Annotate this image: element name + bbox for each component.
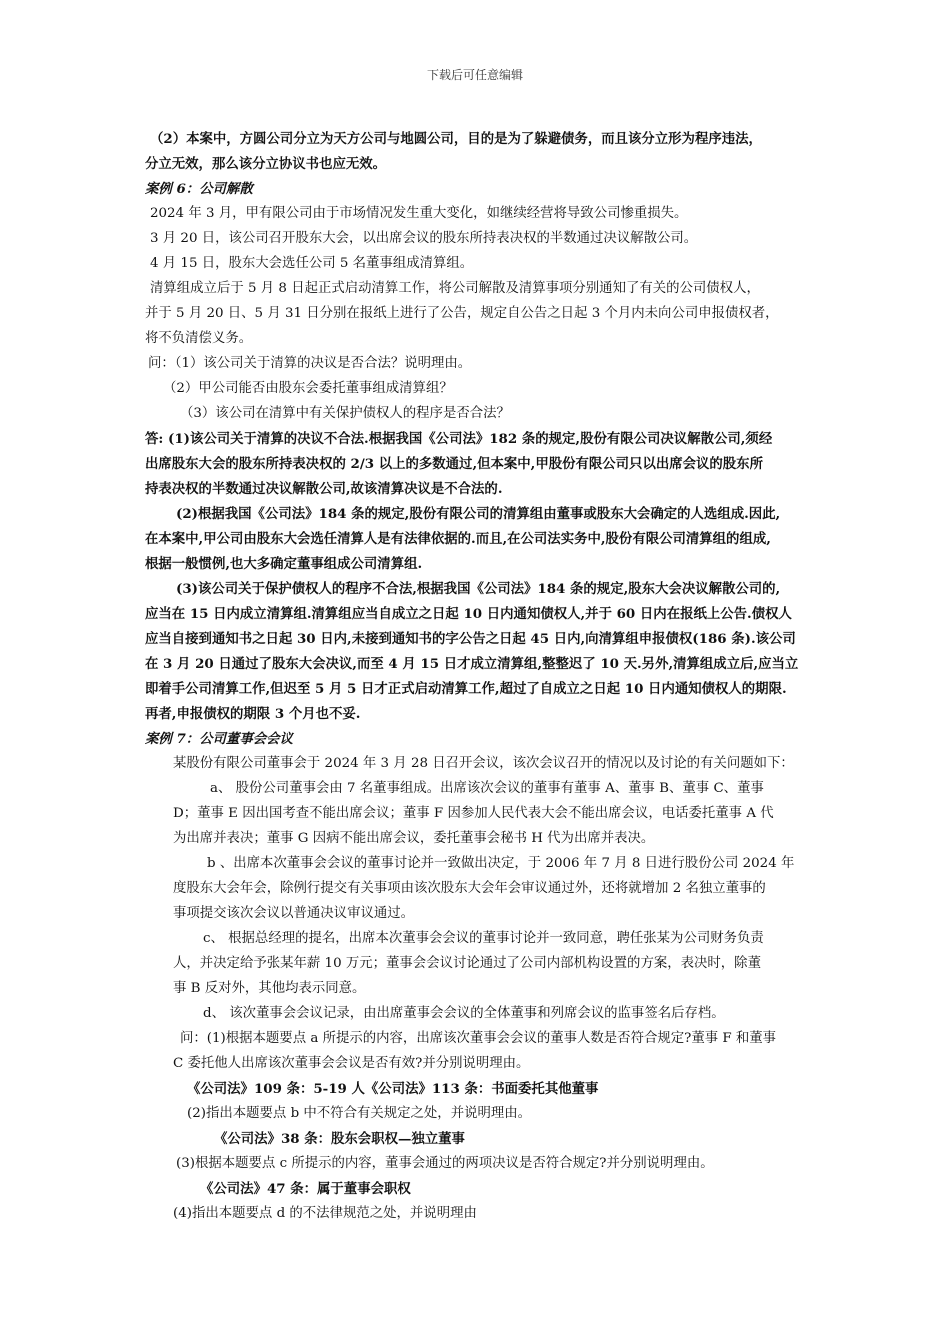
page-header: 下载后可任意编辑: [426, 68, 523, 82]
text-line: 事 B 反对外，其他均表示同意。: [173, 981, 366, 996]
text-line: (3)根据本题要点 c 所提示的内容，董事会通过的两项决议是否符合规定?并分别说明理由。: [176, 1156, 714, 1171]
text-line: （2）本案中，方圆公司分立为天方公司与地圆公司，目的是为了躲避债务，而且该分立形为程序违法，: [150, 131, 762, 147]
text-line: 将不负清偿义务。: [145, 331, 253, 346]
text-line: D；董事 E 因出国考查不能出席会议；董事 F 因参加人民代表大会不能出席会议，电话委托董事 A 代: [173, 806, 774, 821]
text-line: 应当在 15 日内成立清算组.清算组应当自成立之日起 10 日内通知债权人,并于 60 日内在报纸上公告.债权人: [145, 606, 792, 622]
text-line: 答: (1)该公司关于清算的决议不合法.根据我国《公司法》182 条的规定,股份有限公司决议解散公司,须经: [145, 431, 773, 447]
text-line: 3 月 20 日，该公司召开股东大会，以出席会议的股东所持表决权的半数通过决议解散公司。: [150, 231, 698, 246]
text-line: (3)该公司关于保护债权人的程序不合法,根据我国《公司法》184 条的规定,股东大会决议解散公司的,: [176, 581, 781, 597]
text-line: 应当自接到通知书之日起 30 日内,未接到通知书的字公告之日起 45 日内,向清算组申报债权(186 条).该公司: [145, 631, 796, 647]
text-line: (2)指出本题要点 b 中不符合有关规定之处，并说明理由。: [187, 1106, 532, 1121]
text-line: 再者,申报债权的期限 3 个月也不妥.: [145, 706, 361, 722]
text-line: 并于 5 月 20 日、5 月 31 日分别在报纸上进行了公告，规定自公告之日起 3 个月内未向公司申报债权者，: [145, 306, 779, 321]
text-line: (2)根据我国《公司法》184 条的规定,股份有限公司的清算组由董事或股东大会确定的人选组成.因此,: [176, 506, 781, 522]
text-line: (4)指出本题要点 d 的不法律规范之处，并说明理由: [173, 1206, 477, 1221]
section-heading: 案例 7：公司董事会会议: [145, 731, 293, 747]
text-line: 4 月 15 日，股东大会选任公司 5 名董事组成清算组。: [150, 256, 474, 271]
text-line: 问：（1）该公司关于清算的决议是否合法？说明理由。: [148, 356, 472, 371]
section-heading: 案例 6：公司解散: [145, 181, 253, 197]
text-line: 2024 年 3 月，甲有限公司由于市场情况发生重大变化，如继续经营将导致公司惨重损失。: [150, 206, 688, 221]
text-line: 《公司法》109 条：5-19 人《公司法》113 条：书面委托其他董事: [187, 1081, 599, 1097]
text-line: （3）该公司在清算中有关保护债权人的程序是否合法？: [180, 406, 510, 421]
text-line: 持表决权的半数通过决议解散公司,故该清算决议是不合法的.: [145, 481, 503, 497]
text-line: 根据一般惯例,也大多确定董事组成公司清算组.: [145, 556, 423, 572]
text-line: 在 3 月 20 日通过了股东大会决议,而至 4 月 15 日才成立清算组,整整迟了 10 天.另外,清算组成立后,应当立: [145, 656, 799, 672]
text-line: 人，并决定给予张某年薪 10 万元；董事会会议讨论通过了公司内部机构设置的方案，表决时，除董: [173, 956, 761, 971]
text-line: c、 根据总经理的提名，出席本次董事会会议的董事讨论并一致同意，聘任张某为公司财务负责: [203, 931, 764, 946]
text-line: C 委托他人出席该次董事会会议是否有效?并分别说明理由。: [173, 1056, 530, 1071]
text-line: 事项提交该次会议以普通决议审议通过。: [173, 906, 415, 921]
text-line: 出席股东大会的股东所持表决权的 2/3 以上的多数通过,但本案中,甲股份有限公司只以出席会议的股东所: [145, 456, 763, 472]
text-line: d、 该次董事会会议记录，由出席董事会会议的全体董事和列席会议的监事签名后存档。: [203, 1006, 725, 1021]
text-line: 《公司法》38 条：股东会职权—独立董事: [214, 1131, 465, 1147]
text-line: 分立无效，那么该分立协议书也应无效。: [145, 156, 387, 172]
text-line: 为出席并表决；董事 G 因病不能出席会议，委托董事会秘书 H 代为出席并表决。: [173, 831, 655, 846]
text-line: 问：(1)根据本题要点 a 所提示的内容，出席该次董事会会议的董事人数是否符合规定?董事 F 和董事: [180, 1031, 777, 1046]
text-line: b 、出席本次董事会会议的董事讨论并一致做出决定，于 2006 年 7 月 8 日进行股份公司 2024 年: [207, 856, 795, 871]
text-line: a、 股份公司董事会由 7 名董事组成。出席该次会议的董事有董事 A、董事 B、董事 C、董事: [210, 781, 764, 796]
text-line: （2）甲公司能否由股东会委托董事组成清算组？: [163, 381, 453, 396]
text-line: 某股份有限公司董事会于 2024 年 3 月 28 日召开会议，该次会议召开的情况以及讨论的有关问题如下：: [173, 756, 794, 771]
text-line: 度股东大会年会，除例行提交有关事项由该次股东大会年会审议通过外，还将就增加 2 名独立董事的: [173, 881, 766, 896]
text-line: 即着手公司清算工作,但迟至 5 月 5 日才正式启动清算工作,超过了自成立之日起 10 日内通知债权人的期限.: [145, 681, 787, 697]
text-line: 《公司法》47 条：属于董事会职权: [200, 1181, 411, 1197]
text-line: 清算组成立后于 5 月 8 日起正式启动清算工作，将公司解散及清算事项分别通知了有关的公司债权人，: [150, 281, 760, 296]
text-line: 在本案中,甲公司由股东大会选任清算人是有法律依据的.而且,在公司法实务中,股份有限公司清算组的组成,: [145, 531, 771, 547]
